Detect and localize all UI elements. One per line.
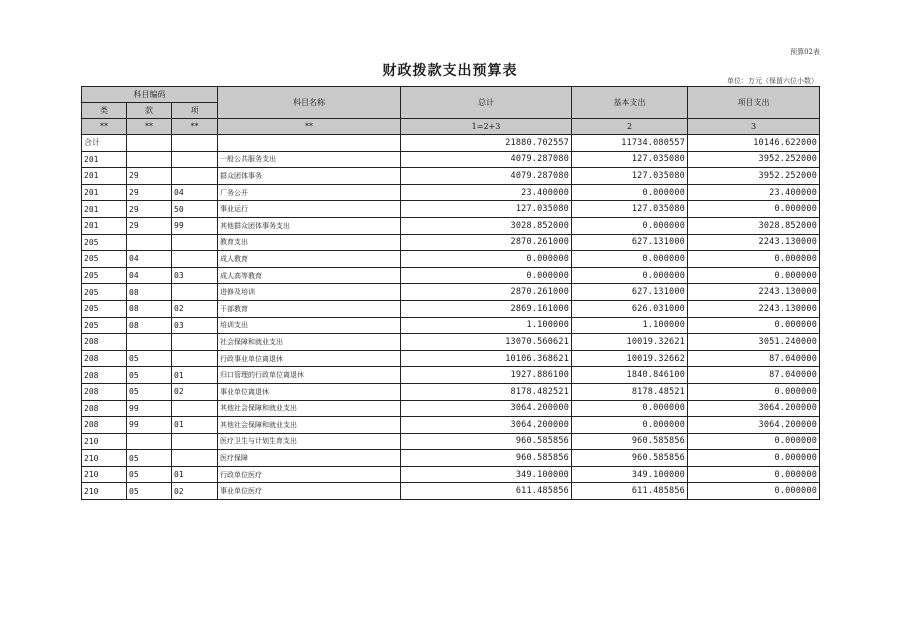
table-row xyxy=(82,400,820,417)
cell-basic: 349.100000 xyxy=(572,466,688,483)
cell-lei: 210 xyxy=(82,433,127,450)
cell-project: 0.000000 xyxy=(688,450,820,467)
cell-project: 87.040000 xyxy=(688,367,820,384)
cell-kuan xyxy=(127,334,172,351)
cell-xiang xyxy=(172,168,218,185)
cell-lei: 205 xyxy=(82,234,127,251)
cell-kuan: 99 xyxy=(127,417,172,434)
cell-basic: 127.035080 xyxy=(572,151,688,168)
cell-basic: 626.031000 xyxy=(572,300,688,317)
cell-lei: 208 xyxy=(82,400,127,417)
cell-basic: 127.035080 xyxy=(572,201,688,218)
cell-subject-name: 其他群众团体事务支出 xyxy=(218,217,401,234)
cell-subject-name: 干部教育 xyxy=(218,300,401,317)
cell-total: 2869.161000 xyxy=(401,300,572,317)
header-project: 项目支出 xyxy=(688,87,820,119)
table-row xyxy=(82,267,820,284)
cell-basic: 0.000000 xyxy=(572,217,688,234)
cell-total: 960.585856 xyxy=(401,433,572,450)
cell-subject-name: 行政单位医疗 xyxy=(218,466,401,483)
cell-kuan: 04 xyxy=(127,267,172,284)
cell-basic: 0.000000 xyxy=(572,400,688,417)
table-row xyxy=(82,350,820,367)
cell-project: 3952.252000 xyxy=(688,168,820,185)
table-number-label: 预算02表 xyxy=(790,48,820,56)
table-row xyxy=(82,284,820,301)
marker-cell: 1=2+3 xyxy=(401,119,572,135)
cell-subject-name: 培训支出 xyxy=(218,317,401,334)
cell-subject-name: 群众团体事务 xyxy=(218,168,401,185)
cell-kuan: 29 xyxy=(127,201,172,218)
marker-cell: ** xyxy=(172,119,218,135)
cell-total: 349.100000 xyxy=(401,466,572,483)
cell-xiang xyxy=(172,433,218,450)
table-row xyxy=(82,317,820,334)
cell-kuan: 29 xyxy=(127,168,172,185)
cell-subject-name: 其他社会保障和就业支出 xyxy=(218,400,401,417)
marker-row xyxy=(82,119,820,135)
cell-project: 0.000000 xyxy=(688,317,820,334)
cell-xiang xyxy=(172,251,218,268)
cell-subject-name: 行政事业单位离退休 xyxy=(218,350,401,367)
cell-lei: 210 xyxy=(82,466,127,483)
header-total: 总计 xyxy=(401,87,572,119)
table-row xyxy=(82,466,820,483)
cell-project: 0.000000 xyxy=(688,383,820,400)
cell-total: 0.000000 xyxy=(401,251,572,268)
cell-project: 0.000000 xyxy=(688,466,820,483)
budget-table xyxy=(81,86,820,500)
cell-basic: 10019.32621 xyxy=(572,334,688,351)
cell-kuan: 99 xyxy=(127,400,172,417)
cell-xiang: 02 xyxy=(172,383,218,400)
header-basic: 基本支出 xyxy=(572,87,688,119)
cell-basic: 0.000000 xyxy=(572,267,688,284)
cell-subject-name: 社会保障和就业支出 xyxy=(218,334,401,351)
marker-cell: ** xyxy=(127,119,172,135)
table-row xyxy=(82,300,820,317)
cell-project: 0.000000 xyxy=(688,433,820,450)
cell-xiang: 02 xyxy=(172,483,218,500)
table-body xyxy=(82,135,820,500)
cell-total: 0.000000 xyxy=(401,267,572,284)
cell-kuan: 05 xyxy=(127,383,172,400)
table-row xyxy=(82,251,820,268)
cell-xiang: 01 xyxy=(172,417,218,434)
cell-project: 23.400000 xyxy=(688,184,820,201)
cell-total: 8178.482521 xyxy=(401,383,572,400)
header-name: 科目名称 xyxy=(218,87,401,119)
table-row xyxy=(82,367,820,384)
cell-basic: 0.000000 xyxy=(572,251,688,268)
cell-xiang: 03 xyxy=(172,267,218,284)
cell-total: 127.035080 xyxy=(401,201,572,218)
cell-project: 0.000000 xyxy=(688,251,820,268)
cell-total: 1.100000 xyxy=(401,317,572,334)
page-title: 财政拨款支出预算表 xyxy=(382,63,518,79)
cell-total: 1927.886100 xyxy=(401,367,572,384)
table-row xyxy=(82,151,820,168)
cell-kuan: 04 xyxy=(127,251,172,268)
cell-total: 611.485856 xyxy=(401,483,572,500)
table-row xyxy=(82,168,820,185)
table-row xyxy=(82,201,820,218)
cell-project: 3028.852000 xyxy=(688,217,820,234)
marker-cell: ** xyxy=(218,119,401,135)
cell-basic: 0.000000 xyxy=(572,417,688,434)
cell-subject-name: 事业单位离退休 xyxy=(218,383,401,400)
table-row xyxy=(82,334,820,351)
cell-lei: 合计 xyxy=(82,135,127,152)
cell-subject-name: 医疗卫生与计划生育支出 xyxy=(218,433,401,450)
cell-total: 10106.368621 xyxy=(401,350,572,367)
cell-kuan xyxy=(127,151,172,168)
cell-kuan: 05 xyxy=(127,350,172,367)
cell-subject-name: 其他社会保障和就业支出 xyxy=(218,417,401,434)
cell-lei: 208 xyxy=(82,334,127,351)
cell-kuan: 08 xyxy=(127,284,172,301)
cell-total: 21880.702557 xyxy=(401,135,572,152)
table-row xyxy=(82,450,820,467)
cell-kuan: 05 xyxy=(127,466,172,483)
table-row xyxy=(82,417,820,434)
cell-project: 3064.200000 xyxy=(688,400,820,417)
cell-lei: 210 xyxy=(82,483,127,500)
cell-xiang: 02 xyxy=(172,300,218,317)
table-row xyxy=(82,217,820,234)
cell-kuan: 05 xyxy=(127,450,172,467)
cell-lei: 208 xyxy=(82,367,127,384)
table-row xyxy=(82,184,820,201)
cell-subject-name: 归口管理的行政单位离退休 xyxy=(218,367,401,384)
cell-lei: 201 xyxy=(82,217,127,234)
table-row xyxy=(82,234,820,251)
cell-project: 3051.240000 xyxy=(688,334,820,351)
cell-kuan: 05 xyxy=(127,367,172,384)
cell-lei: 210 xyxy=(82,450,127,467)
cell-total: 13070.560621 xyxy=(401,334,572,351)
cell-xiang: 01 xyxy=(172,367,218,384)
cell-subject-name: 医疗保障 xyxy=(218,450,401,467)
cell-total: 4079.287080 xyxy=(401,168,572,185)
cell-xiang xyxy=(172,450,218,467)
cell-lei: 201 xyxy=(82,151,127,168)
cell-lei: 205 xyxy=(82,317,127,334)
cell-subject-name: 事业运行 xyxy=(218,201,401,218)
cell-subject-name: 成人教育 xyxy=(218,251,401,268)
cell-lei: 201 xyxy=(82,201,127,218)
cell-project: 0.000000 xyxy=(688,267,820,284)
cell-total: 960.585856 xyxy=(401,450,572,467)
cell-lei: 208 xyxy=(82,350,127,367)
cell-subject-name: 事业单位医疗 xyxy=(218,483,401,500)
cell-xiang: 99 xyxy=(172,217,218,234)
cell-subject-name: 进修及培训 xyxy=(218,284,401,301)
cell-xiang: 50 xyxy=(172,201,218,218)
table-row xyxy=(82,433,820,450)
cell-xiang: 03 xyxy=(172,317,218,334)
cell-basic: 0.000000 xyxy=(572,184,688,201)
cell-basic: 627.131000 xyxy=(572,284,688,301)
cell-basic: 960.585856 xyxy=(572,450,688,467)
cell-xiang xyxy=(172,350,218,367)
cell-basic: 127.035080 xyxy=(572,168,688,185)
cell-xiang xyxy=(172,135,218,152)
cell-kuan: 29 xyxy=(127,217,172,234)
cell-xiang xyxy=(172,234,218,251)
cell-total: 2870.261000 xyxy=(401,284,572,301)
cell-xiang xyxy=(172,151,218,168)
table-row xyxy=(82,135,820,152)
cell-project: 87.040000 xyxy=(688,350,820,367)
cell-project: 2243.130000 xyxy=(688,284,820,301)
cell-project: 0.000000 xyxy=(688,483,820,500)
cell-lei: 208 xyxy=(82,417,127,434)
cell-basic: 10019.32662 xyxy=(572,350,688,367)
unit-label: 单位：万元（保留六位小数） xyxy=(727,77,818,85)
cell-lei: 205 xyxy=(82,251,127,268)
cell-lei: 205 xyxy=(82,300,127,317)
cell-lei: 205 xyxy=(82,267,127,284)
cell-total: 3028.852000 xyxy=(401,217,572,234)
cell-kuan: 29 xyxy=(127,184,172,201)
cell-subject-name: 成人高等教育 xyxy=(218,267,401,284)
header-code-group: 科目编码 xyxy=(82,87,218,103)
cell-xiang xyxy=(172,284,218,301)
cell-project: 2243.130000 xyxy=(688,234,820,251)
cell-kuan: 08 xyxy=(127,317,172,334)
cell-basic: 960.585856 xyxy=(572,433,688,450)
cell-basic: 8178.48521 xyxy=(572,383,688,400)
cell-subject-name: 厂务公开 xyxy=(218,184,401,201)
marker-cell: 3 xyxy=(688,119,820,135)
cell-xiang: 01 xyxy=(172,466,218,483)
header-lei: 类 xyxy=(82,103,127,119)
cell-total: 4079.287080 xyxy=(401,151,572,168)
cell-project: 2243.130000 xyxy=(688,300,820,317)
cell-basic: 11734.080557 xyxy=(572,135,688,152)
cell-total: 2870.261000 xyxy=(401,234,572,251)
cell-kuan: 05 xyxy=(127,483,172,500)
cell-kuan xyxy=(127,234,172,251)
marker-cell: ** xyxy=(82,119,127,135)
header-kuan: 款 xyxy=(127,103,172,119)
cell-kuan xyxy=(127,433,172,450)
cell-total: 3064.200000 xyxy=(401,400,572,417)
cell-xiang xyxy=(172,334,218,351)
cell-subject-name: 一般公共服务支出 xyxy=(218,151,401,168)
table-header xyxy=(82,87,820,135)
table-row xyxy=(82,383,820,400)
cell-subject-name xyxy=(218,135,401,152)
cell-project: 10146.622000 xyxy=(688,135,820,152)
cell-kuan xyxy=(127,135,172,152)
cell-basic: 611.485856 xyxy=(572,483,688,500)
cell-project: 0.000000 xyxy=(688,201,820,218)
cell-basic: 1840.846100 xyxy=(572,367,688,384)
marker-cell: 2 xyxy=(572,119,688,135)
cell-lei: 208 xyxy=(82,383,127,400)
cell-subject-name: 教育支出 xyxy=(218,234,401,251)
cell-xiang: 04 xyxy=(172,184,218,201)
cell-basic: 627.131000 xyxy=(572,234,688,251)
table-row xyxy=(82,483,820,500)
header-xiang: 项 xyxy=(172,103,218,119)
cell-basic: 1.100000 xyxy=(572,317,688,334)
cell-lei: 205 xyxy=(82,284,127,301)
cell-project: 3952.252000 xyxy=(688,151,820,168)
cell-total: 3064.200000 xyxy=(401,417,572,434)
cell-xiang xyxy=(172,400,218,417)
cell-lei: 201 xyxy=(82,184,127,201)
cell-total: 23.400000 xyxy=(401,184,572,201)
cell-kuan: 08 xyxy=(127,300,172,317)
cell-project: 3064.200000 xyxy=(688,417,820,434)
cell-lei: 201 xyxy=(82,168,127,185)
